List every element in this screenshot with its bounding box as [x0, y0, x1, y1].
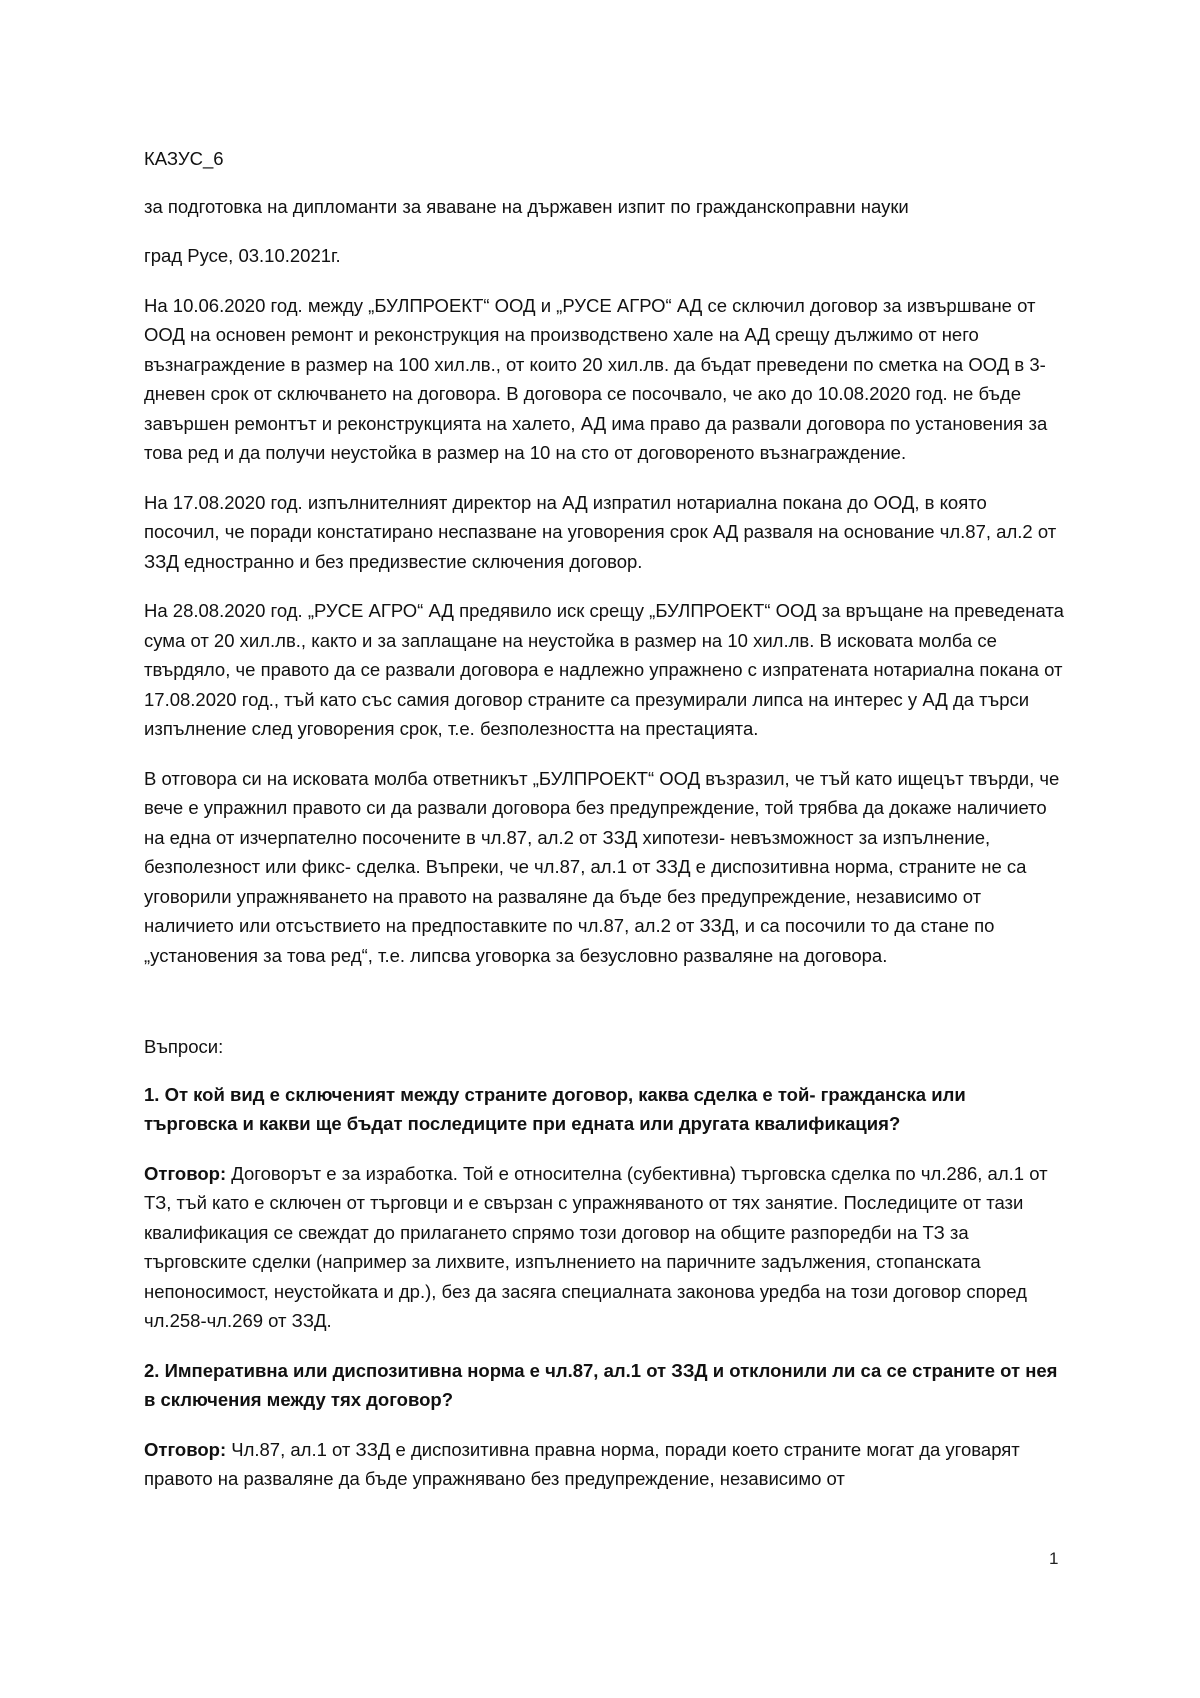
case-paragraph-2: На 17.08.2020 год. изпълнителният директор на АД изпратил нотариална покана до ООД, в която посочил, че поради констатирано неспазване на уговорения срок АД разваля на основание чл.87, ал.2 от ЗЗД едностранно и без предизвестие сключения договор. [144, 491, 1057, 572]
answer-2 [144, 1435, 1064, 1494]
question-2: 2. Императивна или диспозитивна норма е чл.87, ал.1 от ЗЗД и отклонили ли са се страните от нея в сключения между тях договор? [144, 1359, 1058, 1410]
answer-1-label: Отговор: [144, 1162, 227, 1184]
question-1: 1. От кой вид е сключеният между страните договор, каква сделка е той- гражданска или търговска и какви ще бъдат последиците при едната или другата квалификация? [144, 1083, 966, 1134]
place-date: град Русе, 03.10.2021г. [144, 245, 341, 266]
answer-2-text: Чл.87, ал.1 от ЗЗД е диспозитивна правна норма, поради което страните могат да уговарят правото на разваляне да бъде упражнявано без предупреждение, независимо от [144, 1438, 1020, 1489]
document-title: КАЗУС_6 [144, 148, 224, 169]
answer-1-text: Договорът е за изработка. Той е относителна (субективна) търговска сделка по чл.286, ал.1 от ТЗ, тъй като е сключен от търговци и е свързан с упражняваното от тях занятие. Последиците от тази квалификация се свеждат до прилагането спрямо този договор на общите разпоредби на ТЗ за търговските сделки (например за лихвите, изпълнението на паричните задължения, стопанската непоносимост, неустойката и др.), без да засяга специалната законова уредба на този договор според чл.258-чл.269 от ЗЗД. [144, 1162, 1048, 1331]
case-paragraph-1: На 10.06.2020 год. между „БУЛПРОЕКТ“ ООД и „РУСЕ АГРО“ АД се сключил договор за извършване от ООД на основен ремонт и реконструкция на производствено хале на АД срещу дължимо от него възнаграждение в размер на 100 хил.лв., от които 20 хил.лв. да бъдат преведени по сметка на ООД в 3-дневен срок от сключването на договора. В договора се посочвало, че ако до 10.08.2020 год. не бъде завършен ремонтът и реконструкцията на халето, АД има право да развали договора по установения за това ред и да получи неустойка в размер на 10 на сто от договореното възнаграждение. [144, 294, 1048, 463]
questions-heading: Въпроси: [144, 1036, 224, 1057]
document-body [144, 144, 1064, 1514]
answer-1 [144, 1159, 1064, 1336]
case-paragraph-3: На 28.08.2020 год. „РУСЕ АГРО“ АД предявило иск срещу „БУЛПРОЕКТ“ ООД за връщане на преведената сума от 20 хил.лв., както и за заплащане на неустойка в размер на 10 хил.лв. В исковата молба се твърдяло, че правото да се развали договора е надлежно упражнено с изпратената нотариална покана от 17.08.2020 год., тъй като със самия договор страните са презумирали липса на интерес у АД да търси изпълнение след уговорения срок, т.е. безполезността на престацията. [144, 600, 1064, 739]
answer-2-label: Отговор: [144, 1438, 227, 1460]
case-paragraph-4: В отговора си на исковата молба ответникът „БУЛПРОЕКТ“ ООД възразил, че тъй като ищецът твърди, че вече е упражнил правото си да развали договора без предупреждение, той трябва да докаже наличието на една от изчерпателно посочените в чл.87, ал.2 от ЗЗД хипотези- невъзможност за изпълнение, безполезност или фикс- сделка. Въпреки, че чл.87, ал.1 от ЗЗД е диспозитивна норма, страните не са уговорили упражняването на правото на разваляне да бъде без предупреждение, независимо от наличието или отсъствието на предпоставките по чл.87, ал.2 от ЗЗД, и са посочили то да стане по „установения за това ред“, т.е. липсва уговорка за безусловно разваляне на договора. [144, 767, 1060, 966]
section-spacer [144, 990, 1064, 1032]
page-number: 1 [1049, 1549, 1059, 1568]
document-subtitle: за подготовка на дипломанти за яваване на държавен изпит по гражданскоправни науки [144, 195, 909, 217]
